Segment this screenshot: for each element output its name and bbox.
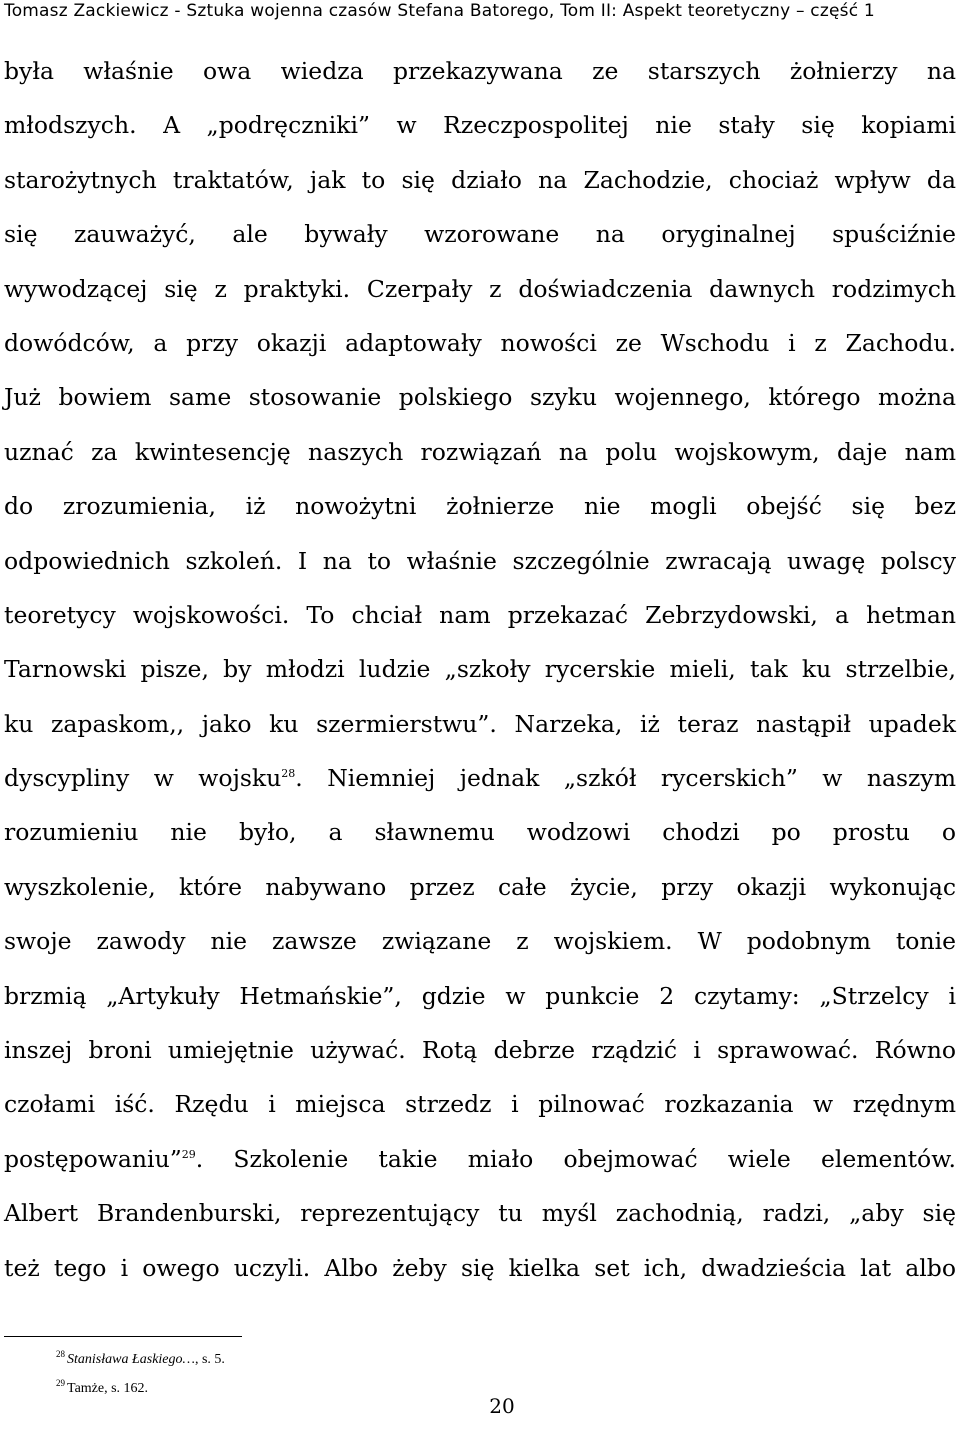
text-line: swoje zawody nie zawsze związane z wojskiem. W podobnym tonie [4, 927, 956, 956]
text-line: brzmią „Artykuły Hetmańskie”, gdzie w punkcie 2 czytamy: „Strzelcy i [4, 981, 956, 1010]
footnote-text: Tamże, s. 162. [67, 1381, 149, 1396]
footnote-separator [4, 1336, 242, 1337]
text-line: czołami iść. Rzędu i miejsca strzedz i pilnować rozkazania w rzędnym [4, 1090, 956, 1119]
text-line: odpowiednich szkoleń. I na to właśnie szczególnie zwracają uwagę polscy [4, 546, 956, 575]
text-line: ku zapaskom,, jako ku szermierstwu”. Narzeka, iż teraz nastąpił upadek [4, 709, 956, 738]
text-line: młodszych. A „podręczniki” w Rzeczpospolitej nie stały się kopiami [4, 111, 956, 140]
footnote-number: 29 [56, 1378, 65, 1388]
footnote-title: Stanisława Łaskiego… [67, 1352, 195, 1367]
text-line: dowódców, a przy okazji adaptowały nowości ze Wschodu i z Zachodu. [4, 328, 956, 357]
footnote-number: 28 [56, 1349, 65, 1359]
running-header: Tomasz Zackiewicz - Sztuka wojenna czasów Stefana Batorego, Tom II: Aspekt teoretyczny – część 1 [4, 1, 875, 21]
text-line: inszej broni umiejętnie używać. Rotą debrze rządzić i sprawować. Równo [4, 1036, 956, 1065]
text-line: się zauważyć, ale bywały wzorowane na oryginalnej spuściźnie [4, 220, 956, 249]
text-line-with-footnote-ref [4, 751, 956, 805]
footnote-text: , s. 5. [194, 1352, 225, 1367]
text-line: do zrozumienia, iż nowożytni żołnierze nie mogli obejść się bez [4, 492, 956, 521]
text-line: wywodzącej się z praktyki. Czerpały z doświadczenia dawnych rodzimych [4, 274, 956, 303]
footnote-28 [56, 1345, 936, 1374]
text-line: też tego i owego uczyli. Albo żeby się kielka set ich, dwadzieścia lat albo [4, 1253, 956, 1282]
text-line: Już bowiem same stosowanie polskiego szyku wojennego, którego można [4, 383, 956, 412]
text-line: rozumieniu nie było, a sławnemu wodzowi chodzi po prostu o [4, 818, 956, 847]
text-segment: . Szkolenie takie miało obejmować wiele elementów. [195, 1144, 956, 1173]
text-segment: . Niemniej jednak „szkół rycerskich” w naszym [295, 764, 956, 793]
body-text [4, 44, 956, 1295]
text-line: była właśnie owa wiedza przekazywana ze starszych żołnierzy na [4, 57, 956, 85]
text-line: starożytnych traktatów, jak to się działo na Zachodzie, chociaż wpływ da [4, 165, 956, 194]
page-number: 20 [489, 1394, 515, 1418]
text-line: wyszkolenie, które nabywano przez całe życie, przy okazji wykonując [4, 872, 956, 901]
text-segment: dyscypliny w wojsku [4, 764, 282, 793]
text-line: uznać za kwintesencję naszych rozwiązań na polu wojskowym, daje nam [4, 437, 956, 466]
text-line-with-footnote-ref [4, 1132, 956, 1186]
text-segment: postępowaniu” [4, 1144, 182, 1173]
text-line: Tarnowski pisze, by młodzi ludzie „szkoły rycerskie mieli, tak ku strzelbie, [4, 655, 956, 684]
footnote-reference[interactable]: 28 [281, 767, 296, 781]
text-line: teoretycy wojskowości. To chciał nam przekazać Zebrzydowski, a hetman [4, 600, 956, 629]
text-line: Albert Brandenburski, reprezentujący tu myśl zachodnią, radzi, „aby się [4, 1199, 956, 1228]
footnote-reference[interactable]: 29 [181, 1147, 196, 1161]
